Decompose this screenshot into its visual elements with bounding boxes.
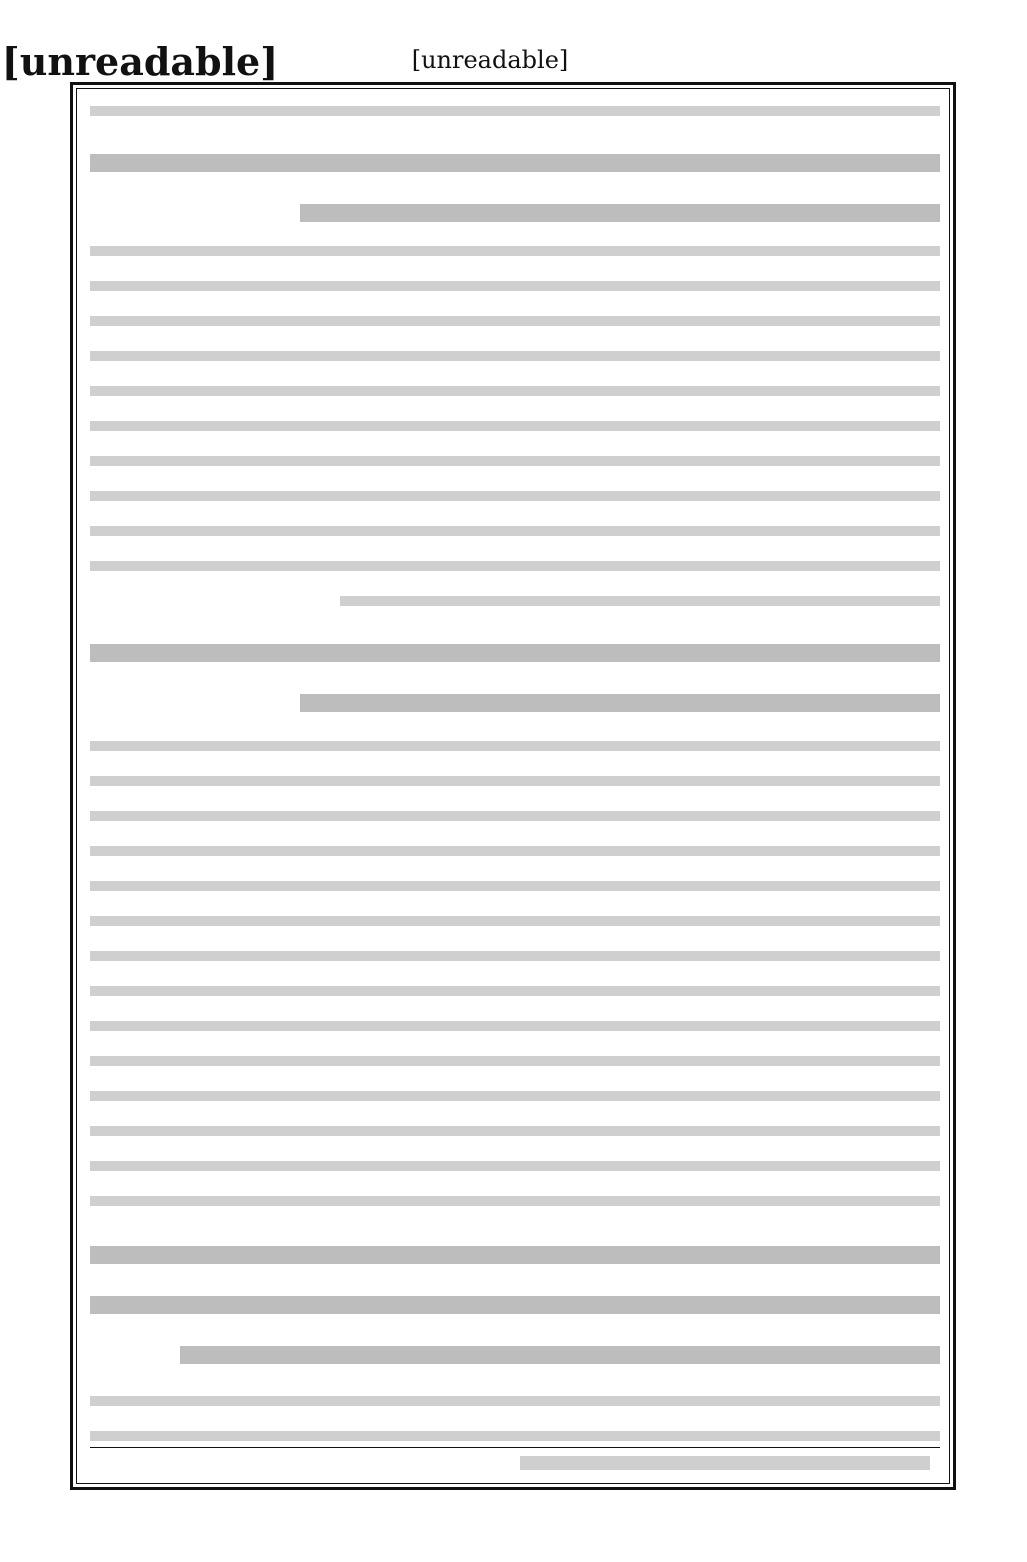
text-line	[90, 1396, 940, 1406]
text-line	[90, 846, 940, 856]
text-line	[340, 596, 940, 606]
text-line	[90, 811, 940, 821]
text-line	[300, 694, 940, 712]
text-line	[90, 154, 940, 172]
text-line	[90, 106, 940, 116]
text-line	[90, 1021, 940, 1031]
header-title: [unreadable]	[411, 46, 569, 74]
page-number: [unreadable]	[1, 38, 279, 84]
text-line	[90, 1161, 940, 1171]
text-line	[90, 741, 940, 751]
text-line	[90, 316, 940, 326]
text-line	[90, 456, 940, 466]
text-line	[90, 1091, 940, 1101]
footnote-divider	[90, 1447, 940, 1448]
text-line	[90, 246, 940, 256]
text-line	[90, 561, 940, 571]
text-line	[90, 776, 940, 786]
text-line	[90, 491, 940, 501]
footnote	[520, 1456, 930, 1470]
text-line	[90, 1126, 940, 1136]
text-line	[90, 526, 940, 536]
text-line	[90, 351, 940, 361]
text-line	[90, 281, 940, 291]
text-line	[90, 1056, 940, 1066]
text-line	[90, 986, 940, 996]
text-line	[90, 421, 940, 431]
text-line	[90, 1296, 940, 1314]
text-line	[90, 916, 940, 926]
text-line	[90, 386, 940, 396]
inner-frame	[76, 88, 950, 1484]
text-line	[300, 204, 940, 222]
text-line	[90, 951, 940, 961]
text-line	[90, 1246, 940, 1264]
text-line	[90, 1431, 940, 1441]
text-line	[90, 644, 940, 662]
text-line	[90, 1196, 940, 1206]
text-line	[180, 1346, 940, 1364]
text-line	[90, 881, 940, 891]
